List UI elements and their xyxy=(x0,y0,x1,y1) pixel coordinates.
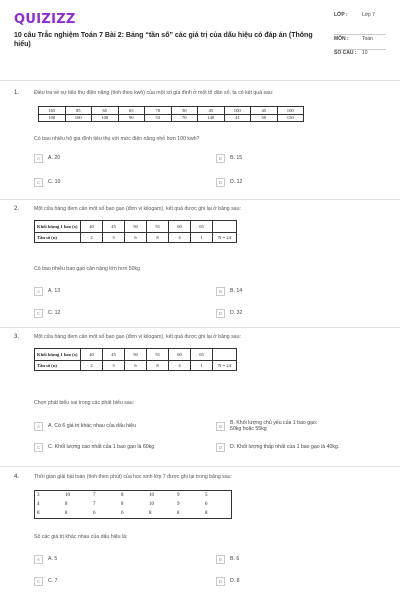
option-text: D. 8 xyxy=(230,578,240,584)
table-cell: 40 xyxy=(81,221,103,233)
option-a[interactable] xyxy=(34,153,60,163)
option-letter: B xyxy=(216,422,225,431)
option-text: D. 32 xyxy=(230,310,243,316)
count-label: SỐ CÂU : xyxy=(334,50,357,56)
table-cell: 60 xyxy=(169,349,191,361)
option-text: C. 7 xyxy=(48,578,58,584)
class-value: Lớp 7 xyxy=(362,12,376,18)
option-b[interactable] xyxy=(216,419,318,433)
option-text: B. 6 xyxy=(230,556,240,562)
table-cell: 60 xyxy=(169,221,191,233)
option-b[interactable] xyxy=(216,286,242,296)
worksheet-meta xyxy=(334,12,386,60)
table-cell: 10 xyxy=(149,493,154,498)
worksheet-header xyxy=(14,12,386,72)
question-2 xyxy=(14,206,386,324)
table-cell: 4 xyxy=(169,361,191,371)
table-cell: 100 xyxy=(65,114,92,122)
row-label: Tần số (n) xyxy=(35,233,81,243)
table-cell: 8 xyxy=(37,511,40,516)
page-title: 10 câu Trắc nghiệm Toán 7 Bài 2: Bảng “tần số” các giá trị của dấu hiệu có đáp án (Thông hiểu) xyxy=(14,32,313,48)
table-cell: 150 xyxy=(277,114,304,122)
option-text: B. Khối lượng chủ yếu của 1 bao gạo: 50kg hoặc 55kg xyxy=(230,420,318,432)
table-cell: 65 xyxy=(118,107,145,115)
row-label: Khối lượng 1 bao (x) xyxy=(35,349,81,361)
table-cell xyxy=(213,349,237,361)
question-3 xyxy=(14,334,386,464)
option-text: C. 12 xyxy=(48,310,61,316)
table-cell: 8 xyxy=(149,511,152,516)
data-table xyxy=(38,106,304,122)
table-cell: 53 xyxy=(145,114,172,122)
option-d[interactable] xyxy=(216,442,339,452)
row-label: Tần số (n) xyxy=(35,361,81,371)
table-cell: 7 xyxy=(93,493,96,498)
table-row xyxy=(39,114,304,122)
option-b[interactable] xyxy=(216,554,239,564)
option-a[interactable] xyxy=(34,286,60,296)
option-letter: D xyxy=(216,309,225,318)
table-cell: 65 xyxy=(191,349,213,361)
option-d[interactable] xyxy=(216,177,242,187)
section-divider xyxy=(0,80,400,81)
table-cell: 3 xyxy=(37,493,40,498)
option-letter: A xyxy=(34,287,43,296)
table-cell: 45 xyxy=(103,221,125,233)
table-cell: 1 xyxy=(191,361,213,371)
option-letter: A xyxy=(34,555,43,564)
option-letter: C xyxy=(34,443,43,452)
table-cell: 2 xyxy=(81,233,103,243)
option-text: B. 15 xyxy=(230,155,243,161)
table-cell xyxy=(213,221,237,233)
option-text: A. 5 xyxy=(48,556,58,562)
option-letter: A xyxy=(34,154,43,163)
table-cell: 40 xyxy=(81,349,103,361)
question-4 xyxy=(14,474,386,594)
option-text: A. 13 xyxy=(48,288,61,294)
question-number: 2. xyxy=(14,206,20,212)
table-cell: 9 xyxy=(177,502,180,507)
table-cell: 2 xyxy=(81,361,103,371)
table-cell: 65 xyxy=(92,107,119,115)
option-letter: D xyxy=(216,577,225,586)
table-cell: 45 xyxy=(251,107,278,115)
option-letter: B xyxy=(216,555,225,564)
option-c[interactable] xyxy=(34,177,60,187)
option-c[interactable] xyxy=(34,576,58,586)
table-cell: 8 xyxy=(147,361,169,371)
table-cell: 8 xyxy=(65,511,68,516)
frequency-table xyxy=(34,348,237,371)
quizizz-logo: QUIZIZZ xyxy=(14,12,76,27)
table-row xyxy=(35,491,231,500)
option-a[interactable] xyxy=(34,554,57,564)
section-divider xyxy=(0,466,400,467)
question-number: 3. xyxy=(14,334,20,340)
option-text: B. 14 xyxy=(230,288,243,294)
subject-label: MÔN : xyxy=(334,36,349,42)
table-cell: 50 xyxy=(171,107,198,115)
option-letter: A xyxy=(34,422,43,431)
table-cell: 165 xyxy=(39,107,66,115)
table-row xyxy=(35,361,237,371)
question-prompt: Chọn phát biểu sai trong các phát biểu sau: xyxy=(34,400,135,406)
table-cell: 100 xyxy=(277,107,304,115)
table-total: N = 24 xyxy=(213,361,237,371)
question-prompt: Số các giá trị khác nhau của dấu hiệu là: xyxy=(34,534,128,540)
meta-class xyxy=(334,12,386,36)
table-cell: 50 xyxy=(125,349,147,361)
option-letter: C xyxy=(34,577,43,586)
table-cell: 41 xyxy=(224,114,251,122)
option-letter: D xyxy=(216,178,225,187)
table-cell: 10 xyxy=(65,493,70,498)
table-row xyxy=(35,233,237,243)
option-b[interactable] xyxy=(216,153,242,163)
table-cell: 50 xyxy=(125,221,147,233)
table-cell: 100 xyxy=(92,114,119,122)
table-row xyxy=(35,509,231,518)
table-cell: 8 xyxy=(65,502,68,507)
table-total: N = 24 xyxy=(213,233,237,243)
row-label: Khối lượng 1 bao (x) xyxy=(35,221,81,233)
table-cell: 100 xyxy=(224,107,251,115)
question-prompt: Có bao nhiêu bao gạo cân nặng lớn hơn 50kg xyxy=(34,266,141,272)
data-table xyxy=(34,490,232,519)
option-letter: D xyxy=(216,443,225,452)
question-text: Một cửa hàng đem cân một số bao gạo (đơn vị kilogam), kết quả được ghi lại ở bảng sau: xyxy=(34,334,241,340)
section-divider xyxy=(0,199,400,200)
table-cell: 8 xyxy=(121,502,124,507)
table-row xyxy=(35,221,237,233)
table-cell: 70 xyxy=(145,107,172,115)
option-text: A. 20 xyxy=(48,155,61,161)
question-text: Điều tra về sự tiêu thụ điện năng (tính theo kwh) của một số gia đình ở một tổ dân số, ta có kết quả sau: xyxy=(34,90,274,96)
option-text: D. 12 xyxy=(230,179,243,185)
table-cell: 4 xyxy=(37,502,40,507)
option-c[interactable] xyxy=(34,442,154,452)
table-cell: 4 xyxy=(169,233,191,243)
question-number: 4. xyxy=(14,474,20,480)
table-cell: 8 xyxy=(147,233,169,243)
option-d[interactable] xyxy=(216,308,242,318)
option-text: A. Có 6 giá trị khác nhau của dấu hiệu xyxy=(48,423,136,429)
option-d[interactable] xyxy=(216,576,240,586)
question-prompt: Có bao nhiêu hộ gia đình tiêu thụ với mức điện năng nhỏ hơn 100 kwh? xyxy=(34,136,200,142)
count-value: 10 xyxy=(362,50,368,56)
table-cell: 1 xyxy=(191,233,213,243)
table-cell: 90 xyxy=(118,114,145,122)
option-c[interactable] xyxy=(34,308,60,318)
question-text: Một cửa hàng đem cân một số bao gạo (đơn vị kilogam), kết quả được ghi lại ở bảng sau: xyxy=(34,206,241,212)
table-cell: 5 xyxy=(205,493,208,498)
option-text: C. 10 xyxy=(48,179,61,185)
table-cell: 10 xyxy=(149,502,154,507)
question-text: Thời gian giải bài toán (tính theo phút) của học sinh lớp 7 được ghi lại trong bảng sau: xyxy=(34,474,232,480)
option-text: D. Khối lượng thấp nhất của 1 bao gạo là 40kg. xyxy=(230,444,340,450)
option-text: C. Khối lượng cao nhất của 1 bao gạo là 60kg xyxy=(48,444,155,450)
table-cell: 6 xyxy=(121,511,124,516)
table-row xyxy=(35,349,237,361)
table-cell: 65 xyxy=(191,221,213,233)
table-cell: 50 xyxy=(251,114,278,122)
option-letter: B xyxy=(216,287,225,296)
class-label: LỚP : xyxy=(334,12,348,18)
table-row xyxy=(39,107,304,115)
table-cell: 8 xyxy=(205,511,208,516)
table-cell: 3 xyxy=(103,361,125,371)
table-cell: 45 xyxy=(198,107,225,115)
table-cell: 7 xyxy=(93,502,96,507)
table-cell: 6 xyxy=(93,511,96,516)
table-cell: 6 xyxy=(205,502,208,507)
option-letter: B xyxy=(216,154,225,163)
table-row xyxy=(35,500,231,509)
table-cell: 55 xyxy=(147,221,169,233)
section-divider xyxy=(0,327,400,328)
table-cell: 6 xyxy=(125,233,147,243)
table-cell: 45 xyxy=(103,349,125,361)
table-cell: 6 xyxy=(125,361,147,371)
table-cell: 8 xyxy=(177,511,180,516)
question-number: 1. xyxy=(14,90,20,96)
table-cell: 140 xyxy=(198,114,225,122)
meta-count xyxy=(334,50,386,60)
table-cell: 100 xyxy=(39,114,66,122)
table-cell: 3 xyxy=(103,233,125,243)
meta-divider xyxy=(334,49,386,50)
frequency-table xyxy=(34,220,237,243)
meta-divider xyxy=(334,34,386,35)
table-cell: 9 xyxy=(177,493,180,498)
option-letter: C xyxy=(34,178,43,187)
option-letter: C xyxy=(34,309,43,318)
table-cell: 8 xyxy=(121,493,124,498)
table-cell: 85 xyxy=(65,107,92,115)
table-cell: 55 xyxy=(147,349,169,361)
table-cell: 70 xyxy=(171,114,198,122)
question-1 xyxy=(14,90,386,196)
meta-subject xyxy=(334,36,386,50)
subject-value: Toán xyxy=(362,36,373,42)
option-a[interactable] xyxy=(34,421,136,431)
